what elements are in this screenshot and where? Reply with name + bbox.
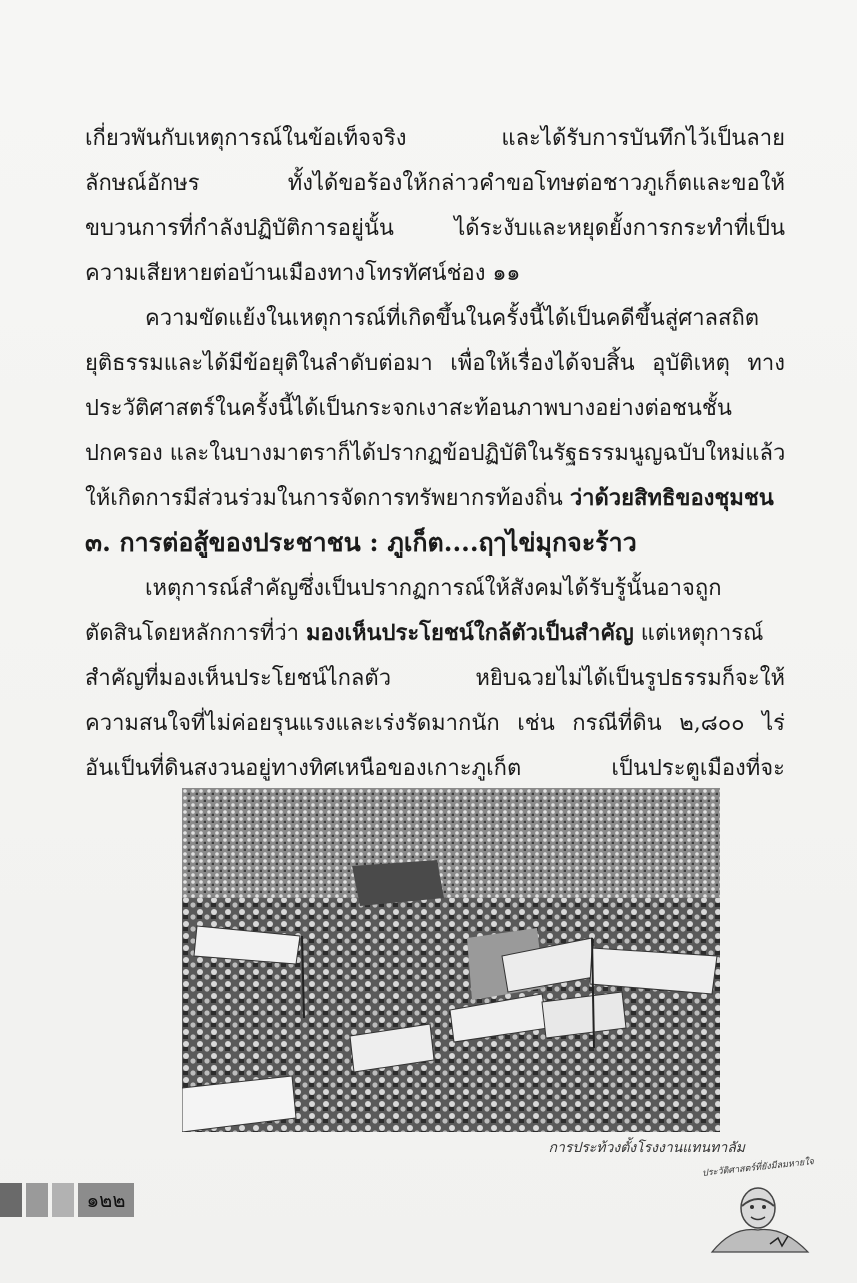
- book-series-emblem: [698, 1157, 818, 1260]
- emphasis-text: ว่าด้วยสิทธิของชุมชน: [569, 485, 774, 511]
- tab-stripe: [52, 1183, 74, 1217]
- paragraph-line: ความเสียหายต่อบ้านเมืองทางโทรทัศน์ช่อง ๑๑: [85, 261, 521, 286]
- tab-stripe: [26, 1183, 48, 1217]
- paragraph-line: [85, 611, 785, 656]
- paragraph-line: ขบวนการที่กำลังปฏิบัติการอยู่นั้น ได้ระงับและหยุดยั้งการกระทำที่เป็น: [85, 216, 785, 241]
- photo-caption: การประท้วงตั้งโรงงานแทนทาลัม: [548, 1140, 745, 1156]
- paragraph-line: อันเป็นที่ดินสงวนอยู่ทางทิศเหนือของเกาะภูเก็ต เป็นประตูเมืองที่จะ: [85, 756, 785, 781]
- paragraph-line: สำคัญที่มองเห็นประโยชน์ไกลตัว หยิบฉวยไม่ได้เป็นรูปธรรมก็จะให้: [85, 666, 785, 691]
- protest-crowd-photo: [182, 788, 720, 1132]
- paragraph-line: เกี่ยวพันกับเหตุการณ์ในข้อเท็จจริง และได้รับการบันทึกไว้เป็นลาย: [85, 126, 785, 151]
- paragraph-1: [85, 116, 785, 296]
- paragraph-2: [85, 296, 785, 521]
- emphasis-text: มองเห็นประโยชน์ใกล้ตัวเป็นสำคัญ: [306, 620, 634, 646]
- paragraph-3: [85, 566, 785, 791]
- paragraph-line: ความขัดแย้งในเหตุการณ์ที่เกิดขึ้นในครั้งนี้ได้เป็นคดีขึ้นสู่ศาลสถิต: [145, 306, 760, 331]
- tab-stripe: [0, 1183, 22, 1217]
- section-heading: ๓. การต่อสู้ของประชาชน : ภูเก็ต....ฤๅไข่มุกจะร้าว: [85, 528, 637, 557]
- paragraph-text: แต่เหตุการณ์: [633, 621, 764, 646]
- paragraph-text: ให้เกิดการมีส่วนร่วมในการจัดการทรัพยากรท้องถิ่น: [85, 486, 570, 511]
- paragraph-line: [85, 476, 785, 521]
- page-number-tab: [0, 1183, 146, 1217]
- crowd-illustration: [182, 788, 720, 1132]
- paragraph-line: ประวัติศาสตร์ในครั้งนี้ได้เป็นกระจกเงาสะท้อนภาพบางอย่างต่อชนชั้น: [85, 396, 732, 421]
- paragraph-line: เหตุการณ์สำคัญซึ่งเป็นปรากฏการณ์ให้สังคมได้รับรู้นั้นอาจถูก: [145, 576, 722, 601]
- paragraph-text: ตัดสินโดยหลักการที่ว่า: [85, 621, 307, 646]
- paragraph-line: ลักษณ์อักษร ทั้งได้ขอร้องให้กล่าวคำขอโทษต่อชาวภูเก็ตและขอให้: [85, 171, 785, 196]
- emblem-text: ประวัติศาสตร์ที่ยังมีลมหายใจ: [701, 1157, 815, 1179]
- page-number: ๑๒๒: [78, 1183, 134, 1217]
- paragraph-line: ปกครอง และในบางมาตราก็ได้ปรากฏข้อปฏิบัติในรัฐธรรมนูญฉบับใหม่แล้ว: [85, 441, 785, 466]
- paragraph-line: ความสนใจที่ไม่ค่อยรุนแรงและเร่งรัดมากนัก เช่น กรณีที่ดิน ๒,๘๐๐ ไร่: [85, 711, 785, 736]
- paragraph-line: ยุติธรรมและได้มีข้อยุติในลำดับต่อมา เพื่อให้เรื่องได้จบสิ้น อุบัติเหตุ ทาง: [85, 351, 785, 376]
